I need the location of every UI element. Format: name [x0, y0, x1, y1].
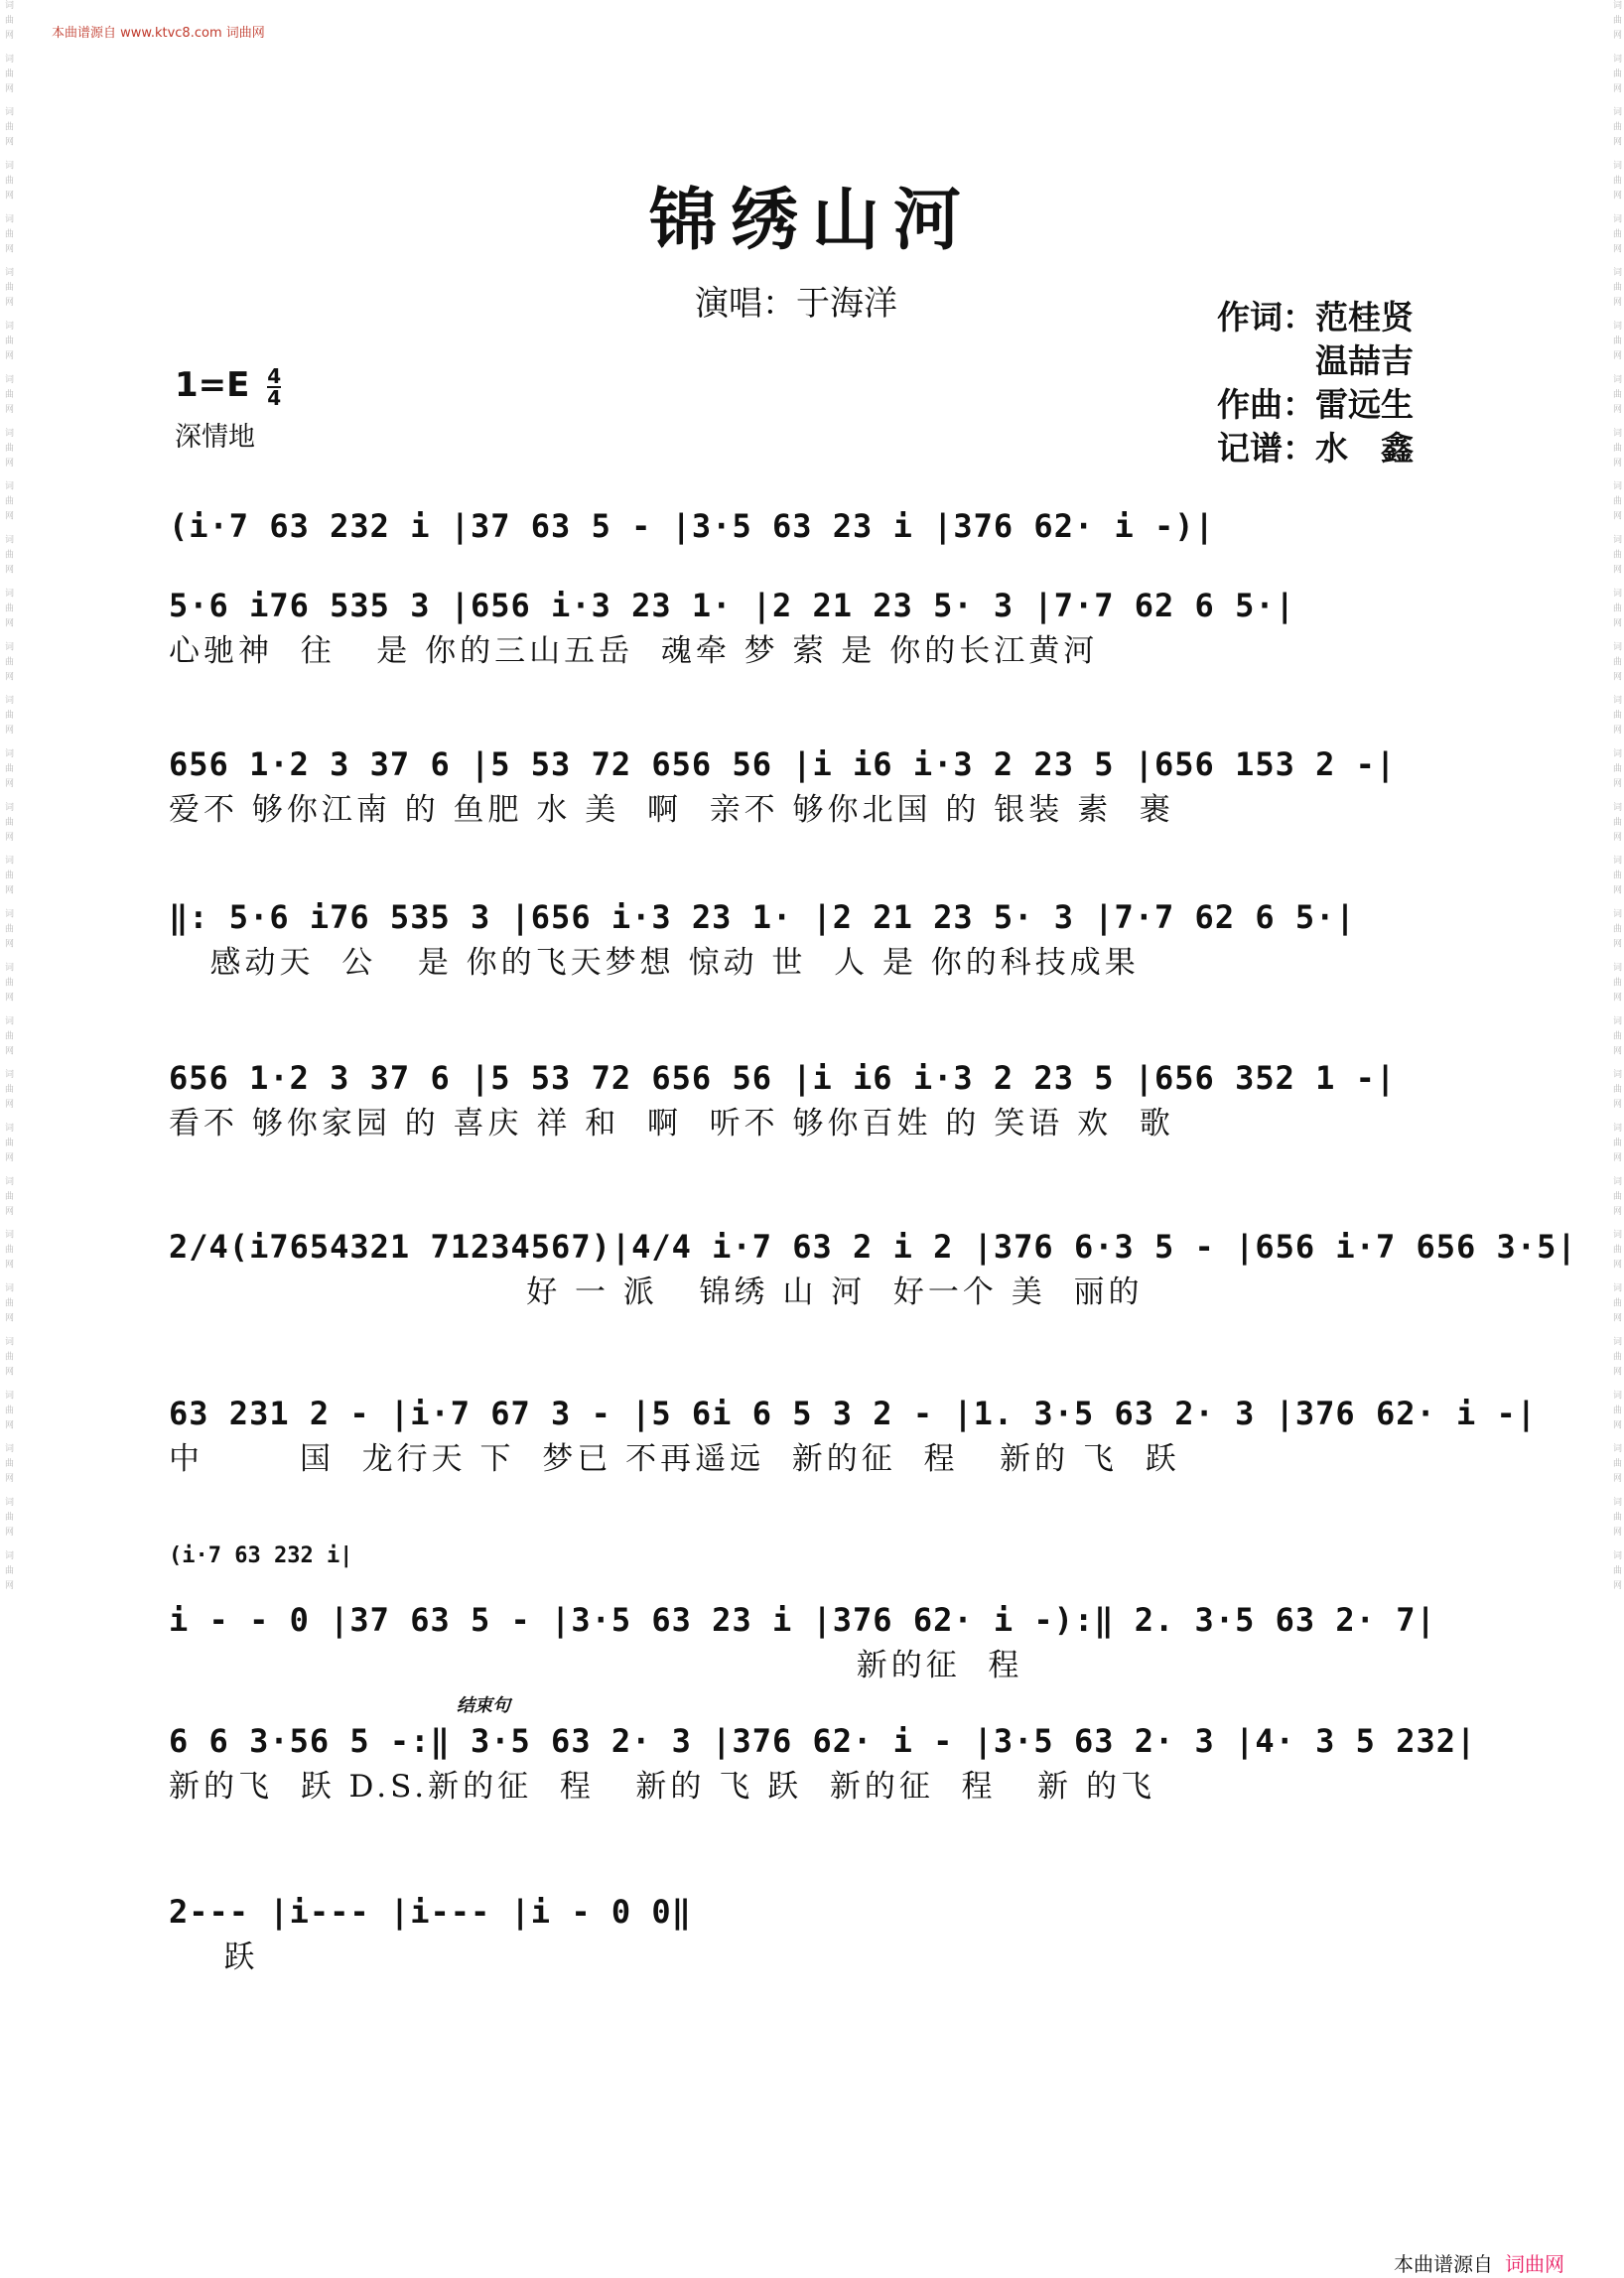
- score-system-9: [169, 1695, 1477, 1892]
- score-system-4: [169, 897, 1459, 1058]
- source-label: 本曲谱源自: [1394, 2254, 1493, 2276]
- score-system-5: [169, 1058, 1459, 1227]
- lyric-line: 看不 够你家园 的 喜庆 祥 和 啊 听不 够你百姓 的 笑语 欢 歌: [169, 1106, 1174, 1141]
- notation-line: 656 1·2 3 37 6 |5 53 72 656 56 |i i6 i·3 2 23 5 |656 352 1 -|: [169, 1059, 1397, 1097]
- notation-line: 656 1·2 3 37 6 |5 53 72 656 56 |i i6 i·3 2 23 5 |656 153 2 -|: [169, 745, 1397, 783]
- song-title: 锦绣山河: [648, 181, 975, 260]
- lyric-line: 跃: [169, 1940, 259, 1975]
- score-system-3: [169, 744, 1459, 897]
- lyric-line: 感动天 公 是 你的飞天梦想 惊动 世 人 是 你的科技成果: [169, 945, 1140, 981]
- source-watermark-top: 本曲谱源自 www.ktvc8.com 词曲网: [52, 26, 265, 41]
- lyric-line: 心驰神 往 是 你的三山五岳 魂牵 梦 萦 是 你的长江黄河: [169, 633, 1099, 669]
- score-system-2: [169, 586, 1459, 744]
- singer-credit: 演唱：于海洋: [695, 284, 897, 324]
- notation-line: (i·7 63 232 i |37 63 5 - |3·5 63 23 i |376 62· i -)|: [169, 507, 1215, 545]
- score-system-8: [169, 1542, 1459, 1721]
- key-signature: [175, 365, 281, 408]
- lyricist-credit: 作词：范桂贤: [1217, 298, 1414, 336]
- notation-line: 63 231 2 - |i·7 67 3 - |5 6i 6 5 3 2 - |1. 3·5 63 2· 3 |376 62· i -|: [169, 1395, 1538, 1432]
- composer-credit: 作曲：雷远生: [1217, 385, 1414, 424]
- notation-line: 2/4(i7654321 71234567)|4/4 i·7 63 2 i 2 |376 6·3 5 - |656 i·7 656 3·5|: [169, 1228, 1577, 1266]
- lyricist-credit-2: 温喆吉: [1217, 341, 1414, 380]
- lyric-line: 中 国 龙行天 下 梦已 不再遥远 新的征 程 新的 飞 跃: [169, 1441, 1180, 1477]
- transcriber-credit: 记谱：水 鑫: [1217, 429, 1414, 468]
- notation-line: 5·6 i76 535 3 |656 i·3 23 1· |2 21 23 5· 3 |7·7 62 6 5·|: [169, 587, 1295, 624]
- score-system-7: [169, 1394, 1538, 1542]
- lyric-line: 新的飞 跃 D.S.新的征 程 新的 飞 跃 新的征 程 新 的飞: [169, 1769, 1155, 1805]
- notation-line: 6 6 3·56 5 -:‖ 3·5 63 2· 3 |376 62· i - |3·5 63 2· 3 |4· 3 5 232|: [169, 1722, 1477, 1760]
- expression-mark: 深情地: [175, 422, 255, 453]
- notation-line: ‖: 5·6 i76 535 3 |656 i·3 23 1· |2 21 23 5· 3 |7·7 62 6 5·|: [169, 898, 1356, 936]
- time-numerator: 4: [267, 363, 282, 388]
- credits-block: [1217, 296, 1414, 470]
- lyric-line: 新的征 程: [169, 1648, 1023, 1683]
- score: [169, 506, 1577, 2011]
- lyric-line: 好 一 派 锦绣 山 河 好一个 美 丽的: [169, 1274, 1144, 1310]
- side-watermark-right: 词曲网 词曲网 词曲网 词曲网 词曲网 词曲网 词曲网 词曲网 词曲网 词曲网 词曲网 词曲网 词曲网 词曲网 词曲网 词曲网 词曲网 词曲网 词曲网 词曲网 词曲网 词曲网 词曲网 词曲网 词曲网 词曲网 词曲网 词曲网 词曲网 词曲网: [1611, 0, 1621, 1595]
- time-signature: [267, 363, 282, 410]
- alternate-notation-line: (i·7 63 232 i|: [169, 1543, 353, 1568]
- source-watermark-bottom: [1394, 2248, 1564, 2277]
- key-label: 1=E: [175, 365, 250, 405]
- time-denominator: 4: [267, 385, 282, 410]
- side-watermark-left: 词曲网 词曲网 词曲网 词曲网 词曲网 词曲网 词曲网 词曲网 词曲网 词曲网 词曲网 词曲网 词曲网 词曲网 词曲网 词曲网 词曲网 词曲网 词曲网 词曲网 词曲网 词曲网 词曲网 词曲网 词曲网 词曲网 词曲网 词曲网 词曲网 词曲网: [3, 0, 13, 1595]
- site-label[interactable]: 词曲网: [1505, 2254, 1564, 2276]
- score-system-6: [169, 1227, 1577, 1394]
- coda-label: 结束句: [457, 1695, 510, 1716]
- notation-line: i - - 0 |37 63 5 - |3·5 63 23 i |376 62· i -):‖ 2. 3·5 63 2· 7|: [169, 1601, 1436, 1639]
- score-system-10: [169, 1892, 1459, 2011]
- notation-line: 2--- |i--- |i--- |i - 0 0‖: [169, 1893, 692, 1931]
- score-system-1: [169, 506, 1459, 586]
- lyric-line: 爱不 够你江南 的 鱼肥 水 美 啊 亲不 够你北国 的 银装 素 裹: [169, 792, 1174, 828]
